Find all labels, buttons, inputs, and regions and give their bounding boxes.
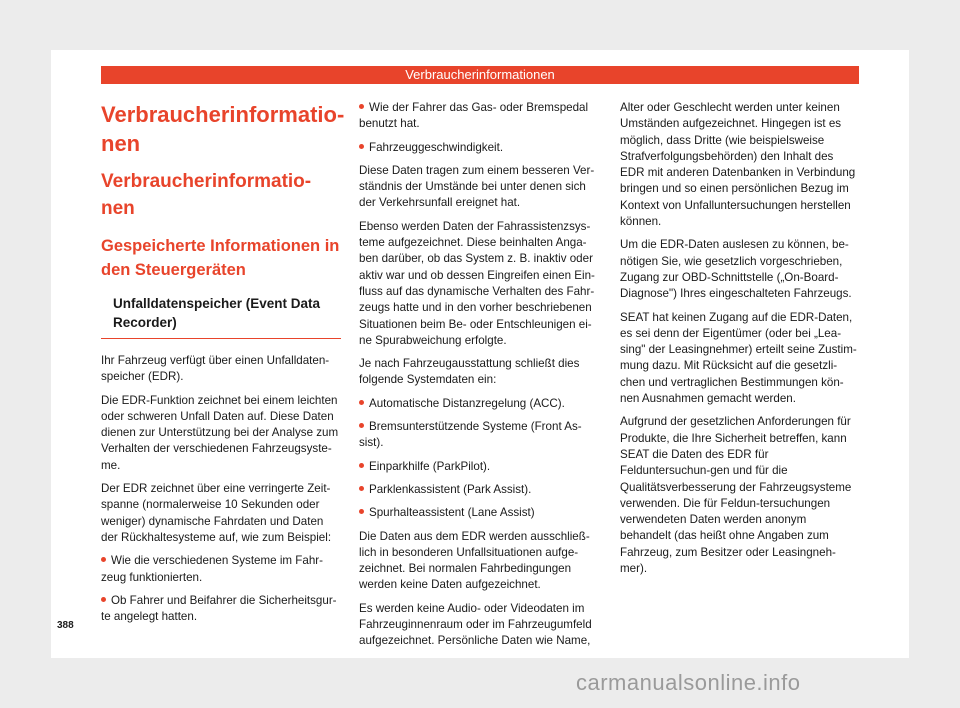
column-2 bbox=[359, 100, 599, 657]
paragraph: Die Daten aus dem EDR werden ausschließ-lich in besonderen Unfallsituationen aufge-zeichnet. Bei normalen Fahrbedingungen werden keine Daten aufgezeichnet. bbox=[359, 529, 590, 592]
bullet-icon bbox=[359, 423, 364, 428]
bullet-text: Einparkhilfe (ParkPilot). bbox=[369, 459, 491, 473]
bullet-item bbox=[359, 419, 599, 452]
bullet-item bbox=[359, 459, 599, 475]
paragraph: Diese Daten tragen zum einem besseren Ver-ständnis der Umstände bei unter denen sich der Verkehrsunfall ereignet hat. bbox=[359, 163, 595, 210]
bullet-icon bbox=[359, 486, 364, 491]
bullet-text: Wie die verschiedenen Systeme im Fahr-zeug funktionierten. bbox=[101, 554, 323, 584]
heading-level-1: Verbraucherinformatio-nen bbox=[101, 102, 345, 156]
page-number: 388 bbox=[57, 620, 74, 631]
paragraph: Der EDR zeichnet über eine verringerte Zeit-spanne (normalerweise 10 Sekunden oder weniger) dynamische Fahrdaten und Daten der Rückhaltesysteme auf, wie zum Beispiel: bbox=[101, 482, 332, 544]
paragraph: Um die EDR-Daten auslesen zu können, be-nötigen Sie, wie gesetzlich vorgeschrieben, Zugang zur OBD-Schnittstelle („On-Board-Diagnose") Ihres eingeschalteten Fahrzeugs. bbox=[620, 238, 852, 301]
watermark: carmanualsonline.info bbox=[576, 670, 801, 695]
paragraph: Es werden keine Audio- oder Videodaten im Fahrzeuginnenraum oder im Fahrzeugumfeld aufgezeichnet. Persönliche Daten wie Name, bbox=[359, 601, 592, 648]
bullet-icon bbox=[359, 144, 364, 149]
bullet-item bbox=[359, 140, 599, 156]
paragraph: Aufgrund der gesetzlichen Anforderungen für Produkte, die Ihre Sicherheit betreffen, kann SEAT die Daten des EDR für Felduntersuchun-gen und für die Qualitätsverbesserung der Fahrzeugsysteme verwenden. Die für Feldun-tersuchungen verwendeten Daten werden anonym behandelt (das heißt ohne Angaben zum Fahrzeug, zum Besitzer oder Leasingneh-mer). bbox=[620, 415, 852, 576]
bullet-item bbox=[359, 396, 599, 412]
bullet-item bbox=[101, 553, 341, 586]
bullet-icon bbox=[359, 509, 364, 514]
column-1 bbox=[101, 90, 345, 632]
bullet-text: Spurhalteassistent (Lane Assist) bbox=[369, 506, 535, 520]
section-banner: Verbraucherinformationen bbox=[101, 66, 859, 84]
paragraph: Ihr Fahrzeug verfügt über einen Unfalldaten-speicher (EDR). bbox=[101, 354, 330, 384]
bullet-icon bbox=[359, 104, 364, 109]
paragraph: SEAT hat keinen Zugang auf die EDR-Daten, es sei denn der Eigentümer (oder bei „Lea-sing" der Leasingnehmer) erteilt seine Zustim-mung dazu. Mit Rücksicht auf die gesetzli-chen und vertraglichen Bestimmungen kön-nen Ausnahmen gemacht werden. bbox=[620, 310, 857, 406]
bullet-text: Parklenkassistent (Park Assist). bbox=[369, 482, 532, 496]
heading-level-3: Gespeicherte Informationen in den Steuergeräten bbox=[101, 237, 340, 279]
manual-page bbox=[51, 50, 909, 658]
bullet-item bbox=[359, 100, 599, 133]
bullet-text: Ob Fahrer und Beifahrer die Sicherheitsgur-te angelegt hatten. bbox=[101, 593, 337, 624]
bullet-icon bbox=[101, 597, 106, 602]
paragraph: Alter oder Geschlecht werden unter keinen Umständen aufgezeichnet. Hingegen ist es möglich, dass Dritte (wie beispielsweise Strafverfolgungsbehörden) den Inhalt des EDR mit anderen Datenbanken in Verbindung bringen und so einen persönlichen Bezug im Kontext von Unfalluntersuchungen herstellen können. bbox=[620, 101, 856, 229]
column-3 bbox=[620, 100, 860, 584]
paragraph: Die EDR-Funktion zeichnet bei einem leichten oder schweren Unfall Daten auf. Diese Daten dienen zur Unterstützung bei der Analyse zum Verhalten der verschiedenen Fahrzeugsyste-me. bbox=[101, 393, 339, 472]
bullet-text: Automatische Distanzregelung (ACC). bbox=[369, 396, 565, 410]
bullet-text: Fahrzeuggeschwindigkeit. bbox=[369, 140, 504, 154]
bullet-icon bbox=[101, 557, 106, 562]
bullet-icon bbox=[359, 400, 364, 405]
paragraph: Je nach Fahrzeugausstattung schließt dies folgende Systemdaten ein: bbox=[359, 357, 580, 387]
bullet-item bbox=[359, 482, 599, 498]
bullet-icon bbox=[359, 463, 364, 468]
bullet-text: Wie der Fahrer das Gas- oder Bremspedal benutzt hat. bbox=[359, 101, 589, 131]
heading-level-4: Unfalldatenspeicher (Event Data Recorder) bbox=[101, 294, 341, 339]
heading-level-2: Verbraucherinformatio-nen bbox=[101, 171, 312, 219]
paragraph: Ebenso werden Daten der Fahrassistenzsys-teme aufgezeichnet. Diese beinhalten Anga-ben darüber, ob das System z. B. inaktiv oder aktiv war und ob dessen Eingreifen einen Ein-fluss auf das dynamische Verhalten des Fahr-zeugs hatte und in den vorher beschriebenen Situationen beim Be- oder Entschleunigen ei-ne Spurabweichung erfolgte. bbox=[359, 219, 595, 347]
bullet-item bbox=[101, 593, 341, 626]
bullet-text: Bremsunterstützende Systeme (Front As-sist). bbox=[359, 420, 582, 450]
bullet-item bbox=[359, 505, 599, 521]
